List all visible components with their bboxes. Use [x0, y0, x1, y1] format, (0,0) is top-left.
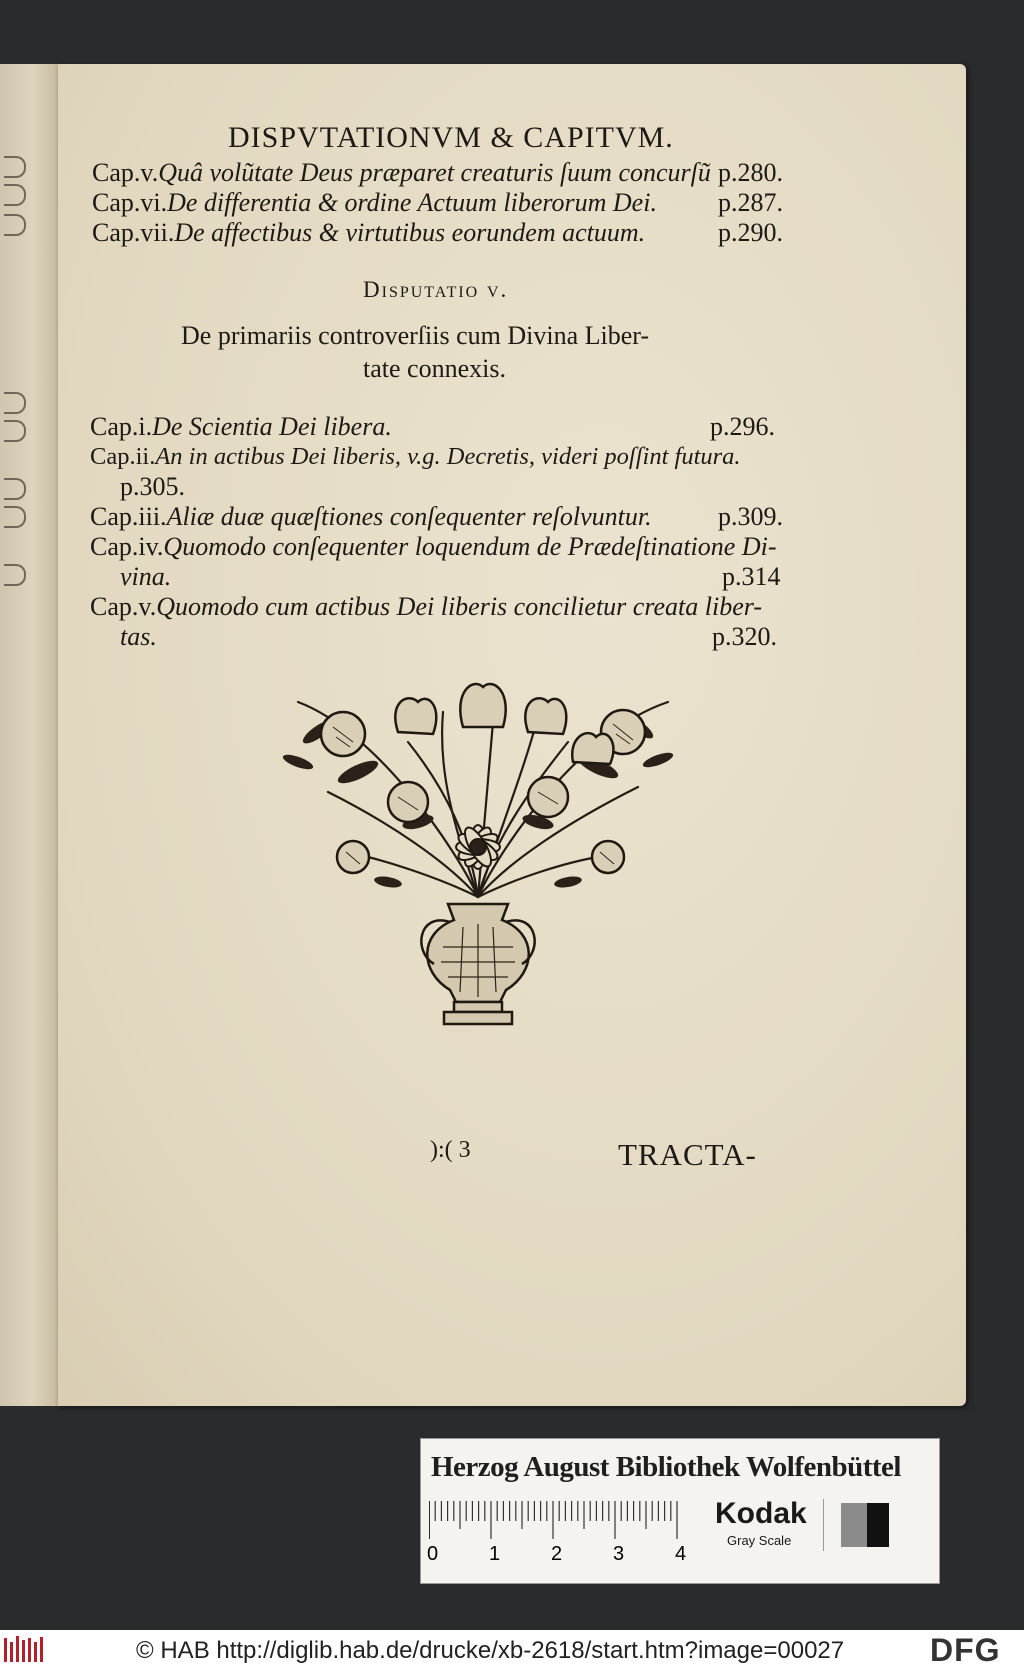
toc-entry: Cap.vi.De differentia & ordine Actuum liberorum Dei.: [92, 188, 657, 217]
library-name: Herzog August Bibliothek Wolfenbüttel: [431, 1451, 901, 1483]
margin-mark: [4, 506, 26, 528]
library-color-card: [420, 1438, 940, 1584]
page-ref: p.290.: [718, 218, 783, 247]
gray-swatch: [841, 1503, 867, 1547]
toc-entry: Cap.i.De Scientia Dei libera.: [90, 412, 392, 441]
barcode-logo-icon: [2, 1634, 48, 1666]
running-header: DISPVTATIONVM & CAPITVM.: [228, 121, 674, 154]
disputatio-subtitle: De primariis controverſiis cum Divina Liber-: [181, 321, 650, 350]
page-ref: p.296.: [710, 412, 775, 441]
toc-entry: Cap.iii.Aliæ duæ quæſtiones conſequenter reſolvuntur.: [90, 502, 652, 531]
margin-mark: [4, 184, 26, 206]
margin-mark: [4, 564, 26, 586]
toc-entry-cont: tas.: [120, 622, 157, 651]
toc-entry: Cap.ii.An in actibus Dei liberis, v.g. Decretis, videri poſſint futura.: [90, 443, 741, 470]
copyright-link[interactable]: © HAB http://diglib.hab.de/drucke/xb-2618/start.htm?image=00027: [136, 1637, 845, 1664]
toc-entry: Cap.iv.Quomodo conſequenter loquendum de Prædeſtinatione Di-: [90, 532, 777, 561]
divider: [823, 1499, 824, 1551]
toc-entry: Cap.v.Quomodo cum actibus Dei liberis concilietur creata liber-: [90, 592, 762, 621]
margin-mark: [4, 420, 26, 442]
black-swatch: [867, 1503, 889, 1547]
kodak-brand: Kodak: [715, 1497, 807, 1530]
kodak-subtitle: Gray Scale: [727, 1533, 792, 1548]
margin-mark: [4, 392, 26, 414]
toc-entry: Cap.vii.De affectibus & virtutibus eorundem actuum.: [92, 218, 646, 247]
catchword: TRACTA-: [618, 1137, 757, 1172]
page-ref: p.287.: [718, 188, 783, 217]
book-page: [58, 64, 966, 1406]
disputatio-subtitle-cont: tate connexis.: [363, 354, 506, 383]
toc-entry-cont: vina.: [120, 562, 172, 591]
page-ref: p.314: [722, 562, 781, 591]
margin-mark: [4, 156, 26, 178]
margin-mark: [4, 214, 26, 236]
facing-page-edge: [0, 64, 59, 1406]
toc-entry: Cap.v.Quâ volũtate Deus præparet creaturis ſuum concurſũ: [92, 158, 711, 187]
page-ref: p.309.: [718, 502, 783, 531]
flower-vase-icon: [238, 672, 718, 1032]
disputatio-heading: Disputatio v.: [363, 277, 509, 302]
ruler-numbers: 0 1 2 3 4: [427, 1543, 687, 1565]
page-ref: p.280.: [718, 158, 783, 187]
page-ref: p.305.: [120, 472, 185, 501]
signature-mark: ):( 3: [430, 1137, 471, 1163]
page-ref: p.320.: [712, 622, 777, 651]
dfg-logo: DFG: [930, 1632, 1001, 1668]
margin-mark: [4, 478, 26, 500]
footer-bar: [0, 1630, 1024, 1670]
